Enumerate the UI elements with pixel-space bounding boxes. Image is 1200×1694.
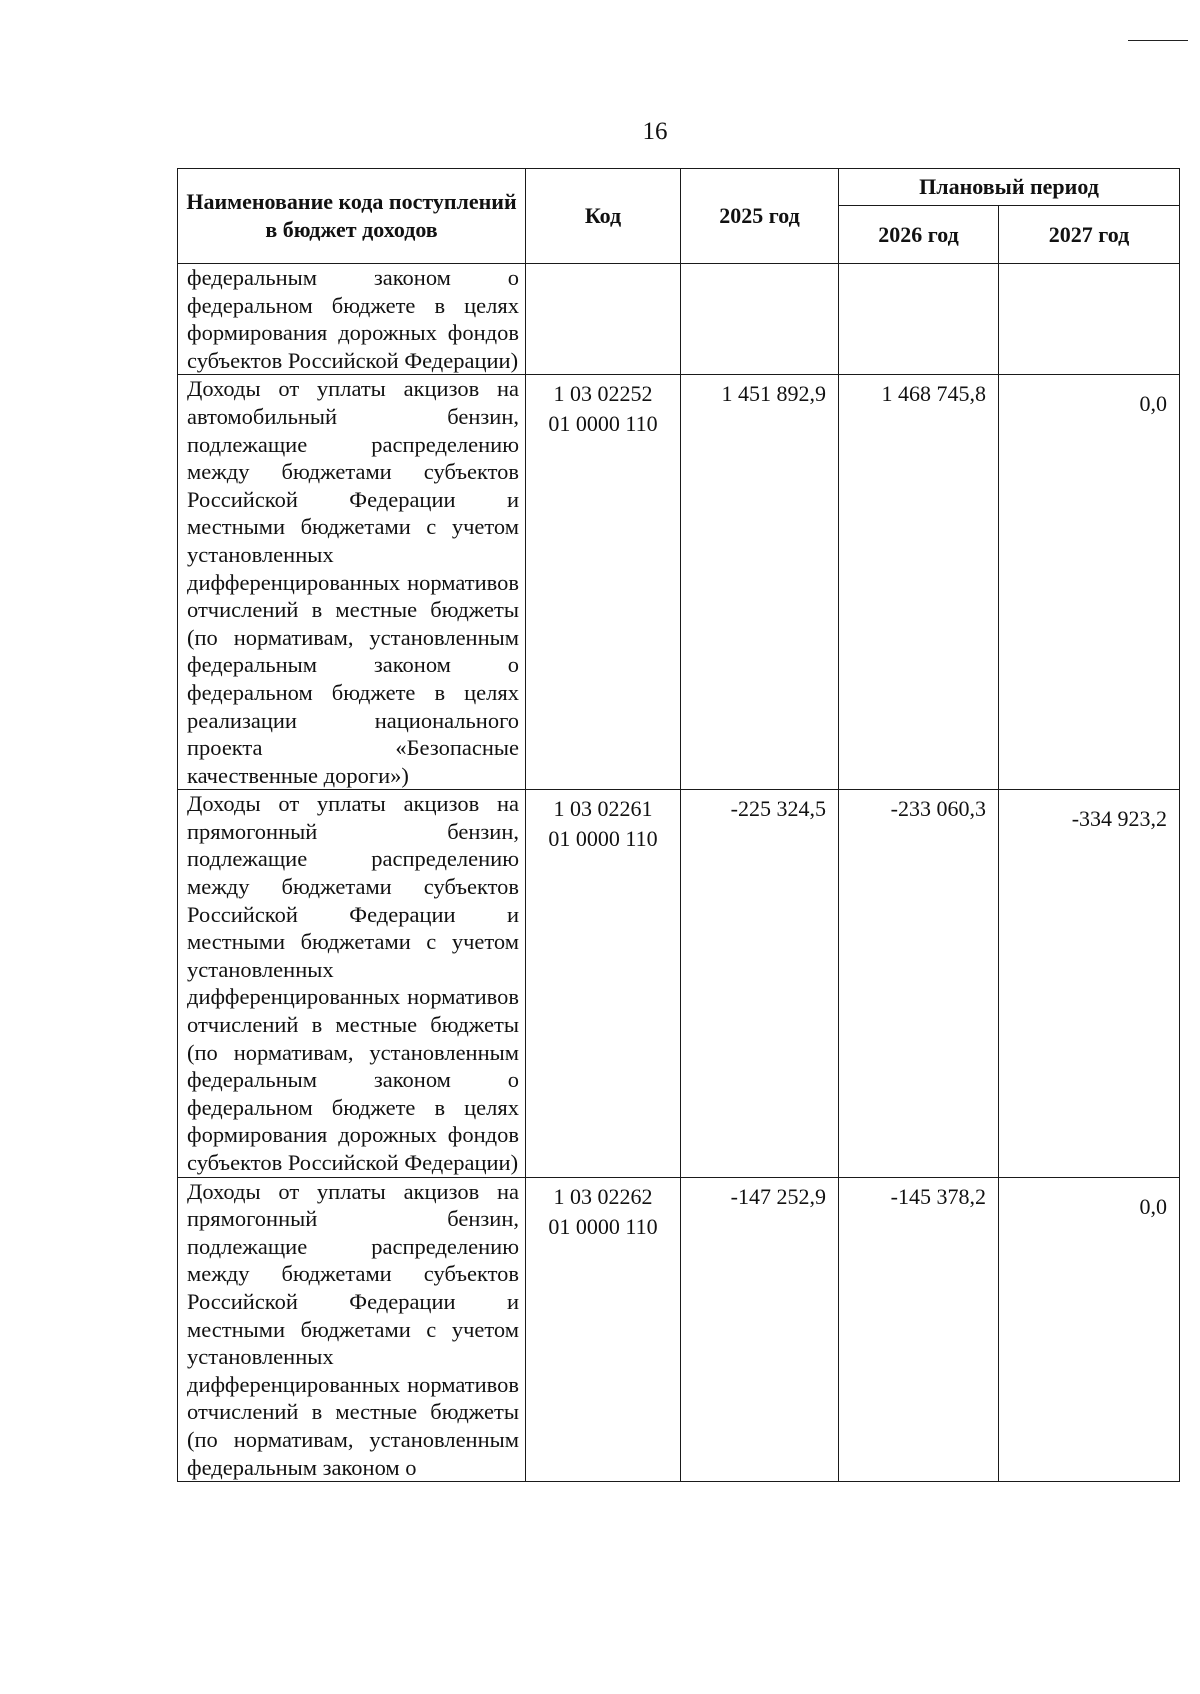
row-value-2026	[839, 264, 999, 375]
row-value-2027: 0,0	[999, 375, 1180, 790]
top-right-rule	[1128, 40, 1188, 41]
row-value-2027: 0,0	[999, 1177, 1180, 1482]
row-code	[526, 790, 681, 1177]
row-value-2027	[999, 264, 1180, 375]
table-row	[178, 790, 1180, 1177]
header-planned-period: Плановый период	[839, 169, 1180, 206]
row-name: Доходы от уплаты акцизов на прямогонный бензин, подлежащие распределению между бюджетами субъектов Российской Федерации и местными бюджетами с учетом установленных дифференцированных нормативов отчислений в местные бюджеты (по нормативам, установленным федеральным законом о	[178, 1177, 526, 1482]
table-row	[178, 264, 1180, 375]
header-year-2027: 2027 год	[999, 206, 1180, 264]
header-year-2026: 2026 год	[839, 206, 999, 264]
row-code	[526, 264, 681, 375]
row-code-line1: 1 03 02261	[553, 796, 653, 822]
row-value-2026: -145 378,2	[839, 1177, 999, 1482]
row-name: федеральным законом о федеральном бюджете в целях формирования дорожных фондов субъектов Российской Федерации)	[178, 264, 526, 375]
row-value-2026: -233 060,3	[839, 790, 999, 1177]
row-code	[526, 1177, 681, 1482]
row-name: Доходы от уплаты акцизов на прямогонный бензин, подлежащие распределению между бюджетами субъектов Российской Федерации и местными бюджетами с учетом установленных дифференцированных нормативов отчислений в местные бюджеты (по нормативам, установленным федеральным законом о федеральном бюджете в целях формирования дорожных фондов субъектов Российской Федерации)	[178, 790, 526, 1177]
row-code	[526, 375, 681, 790]
table-row	[178, 375, 1180, 790]
row-value-2027: -334 923,2	[999, 790, 1180, 1177]
row-value-2025	[681, 264, 839, 375]
header-name: Наименование кода поступлений в бюджет доходов	[178, 169, 526, 264]
header-code: Код	[526, 169, 681, 264]
row-code-line2: 01 0000 110	[548, 411, 658, 437]
row-value-2025: -147 252,9	[681, 1177, 839, 1482]
row-code-line1: 1 03 02262	[553, 1183, 653, 1209]
table-row	[178, 1177, 1180, 1482]
page-number: 16	[642, 118, 668, 145]
row-code-line2: 01 0000 110	[548, 826, 658, 852]
row-name: Доходы от уплаты акцизов на автомобильный бензин, подлежащие распределению между бюджетами субъектов Российской Федерации и местными бюджетами с учетом установленных дифференцированных нормативов отчислений в местные бюджеты (по нормативам, установленным федеральным законом о федеральном бюджете в целях реализации национального проекта «Безопасные качественные дороги»)	[178, 375, 526, 790]
row-code-line2: 01 0000 110	[548, 1213, 658, 1239]
row-value-2025: -225 324,5	[681, 790, 839, 1177]
row-value-2025: 1 451 892,9	[681, 375, 839, 790]
header-year-2025: 2025 год	[681, 169, 839, 264]
revenue-table	[177, 168, 1180, 1482]
row-code-line1: 1 03 02252	[553, 381, 653, 407]
row-value-2026: 1 468 745,8	[839, 375, 999, 790]
